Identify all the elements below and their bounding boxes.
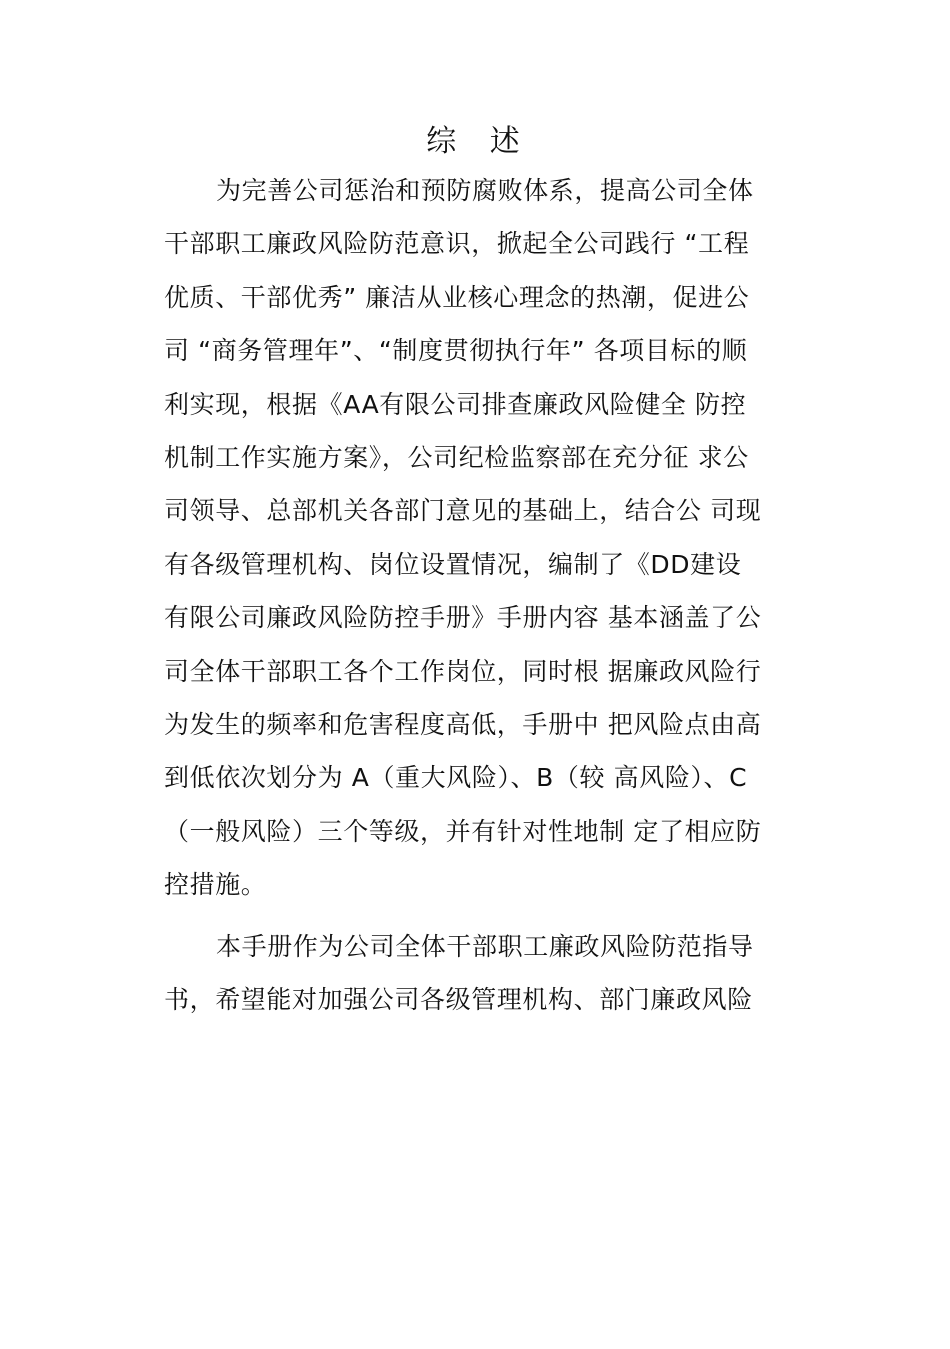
text-line: 有各级管理机构、岗位设置情况，编制了《DD建设 (164, 549, 742, 579)
text-line: 利实现，根据《AA有限公司排查廉政风险健全 防控 (164, 389, 747, 419)
text-line: 为发生的频率和危害程度高低，手册中 把风险点由高 (164, 710, 762, 740)
text-line: 机制工作实施方案》，公司纪检监察部在充分征 求公 (164, 443, 749, 473)
text-line: 干部职工廉政风险防范意识，掀起全公司践行 “工程 (164, 229, 750, 259)
text-line: 司 “商务管理年”、“制度贯彻执行年” 各项目标的顺 (164, 336, 748, 366)
document-body (164, 164, 814, 1027)
paragraph-2 (164, 920, 814, 1027)
text-line: （一般风险）三个等级，并有针对性地制 定了相应防 (164, 816, 762, 846)
text-line: 书，希望能对加强公司各级管理机构、部门廉政风险 (164, 985, 753, 1015)
text-line: 控措施。 (164, 870, 267, 900)
paragraph-1 (164, 164, 814, 912)
text-line: 到低依次划分为 A（重大风险）、B（较 高风险）、C (164, 763, 748, 793)
text-line: 有限公司廉政风险防控手册》手册内容 基本涵盖了公 (164, 603, 762, 633)
text-line: 司领导、总部机关各部门意见的基础上，结合公 司现 (164, 496, 762, 526)
text-line: 优质、干部优秀” 廉洁从业核心理念的热潮，促进公 (164, 282, 750, 312)
text-line: 本手册作为公司全体干部职工廉政风险防范指导 (216, 931, 754, 961)
text-line: 为完善公司惩治和预防腐败体系，提高公司全体 (216, 176, 754, 205)
text-line: 司全体干部职工各个工作岗位，同时根 据廉政风险行 (164, 656, 762, 686)
page-title: 综 述 (426, 124, 532, 159)
